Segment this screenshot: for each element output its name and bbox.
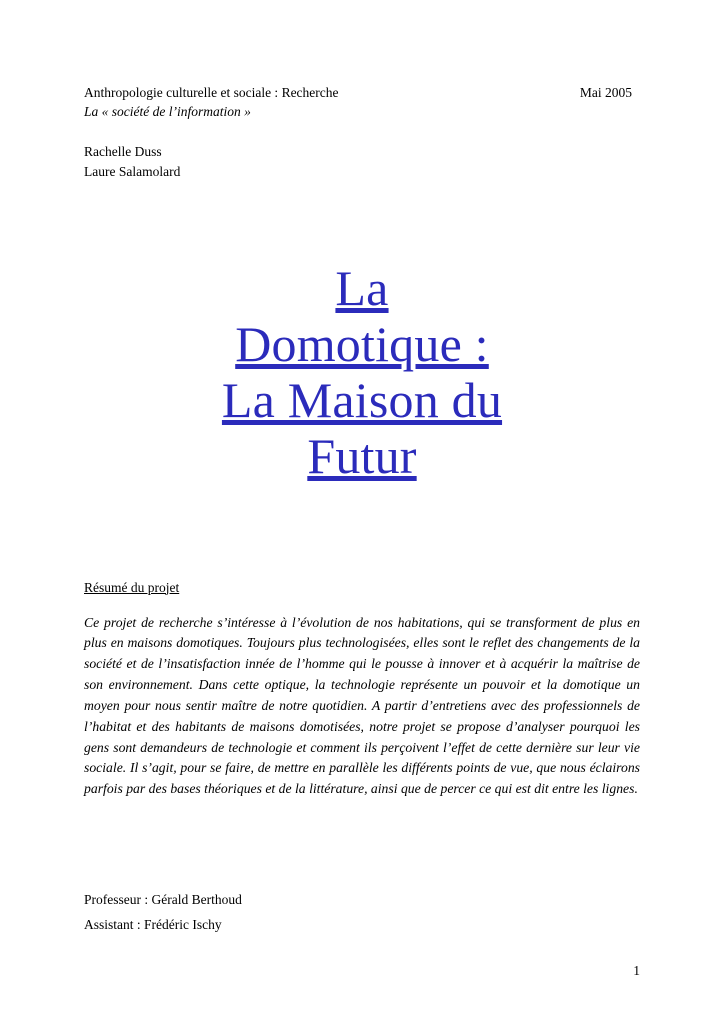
assistant-line: Assistant : Frédéric Ischy [84,917,222,933]
title-line-3: La Maison du [221,371,503,428]
abstract-text: Ce projet de recherche s’intéresse à l’évolution de nos habitations, qui se transforment de plus en plus en maisons domotiques. Toujours plus technologisées, elles sont le reflet des changements de la société et de l’insatisfaction innée de l’homme qui le pousse à innover et à acquérir la maîtrise de son environnement. Dans cette optique, la technologie représente un pouvoir et la domotique un moyen pour nous sentir maître de notre quotidien. A partir d’entretiens avec des professionnels de l’habitat et des habitants de maisons domotisées, notre projet se propose d’analyser pourquoi les gens sont demandeurs de technologie et comment ils perçoivent l’effet de cette dernière sur leur vie sociale. Il s’agit, pour se faire, de mettre en parallèle les différents points de vue, que nous éclairons parfois par des bases théoriques et de la littérature, ainsi que de percer ce qui est dit entre les lignes. [84,614,640,797]
author-name-2: Laure Salamolard [84,164,181,179]
abstract-heading: Résumé du projet [84,579,180,595]
title-line-2: Domotique : [235,315,489,372]
author-name-1: Rachelle Duss [84,144,162,160]
title-line-1: La [335,259,389,316]
page-number: 1 [633,963,640,978]
header-date: Mai 2005 [579,85,632,100]
professor-line: Professeur : Gérald Berthoud [84,891,242,907]
header-course-title: Anthropologie culturelle et sociale : Recherche [84,85,339,100]
author-list [84,142,640,181]
document-title [84,260,640,484]
header-subtitle: La « société de l’information » [84,104,251,120]
document-header [84,84,640,102]
title-line-4: Futur [307,427,417,484]
document-footer [84,887,242,938]
